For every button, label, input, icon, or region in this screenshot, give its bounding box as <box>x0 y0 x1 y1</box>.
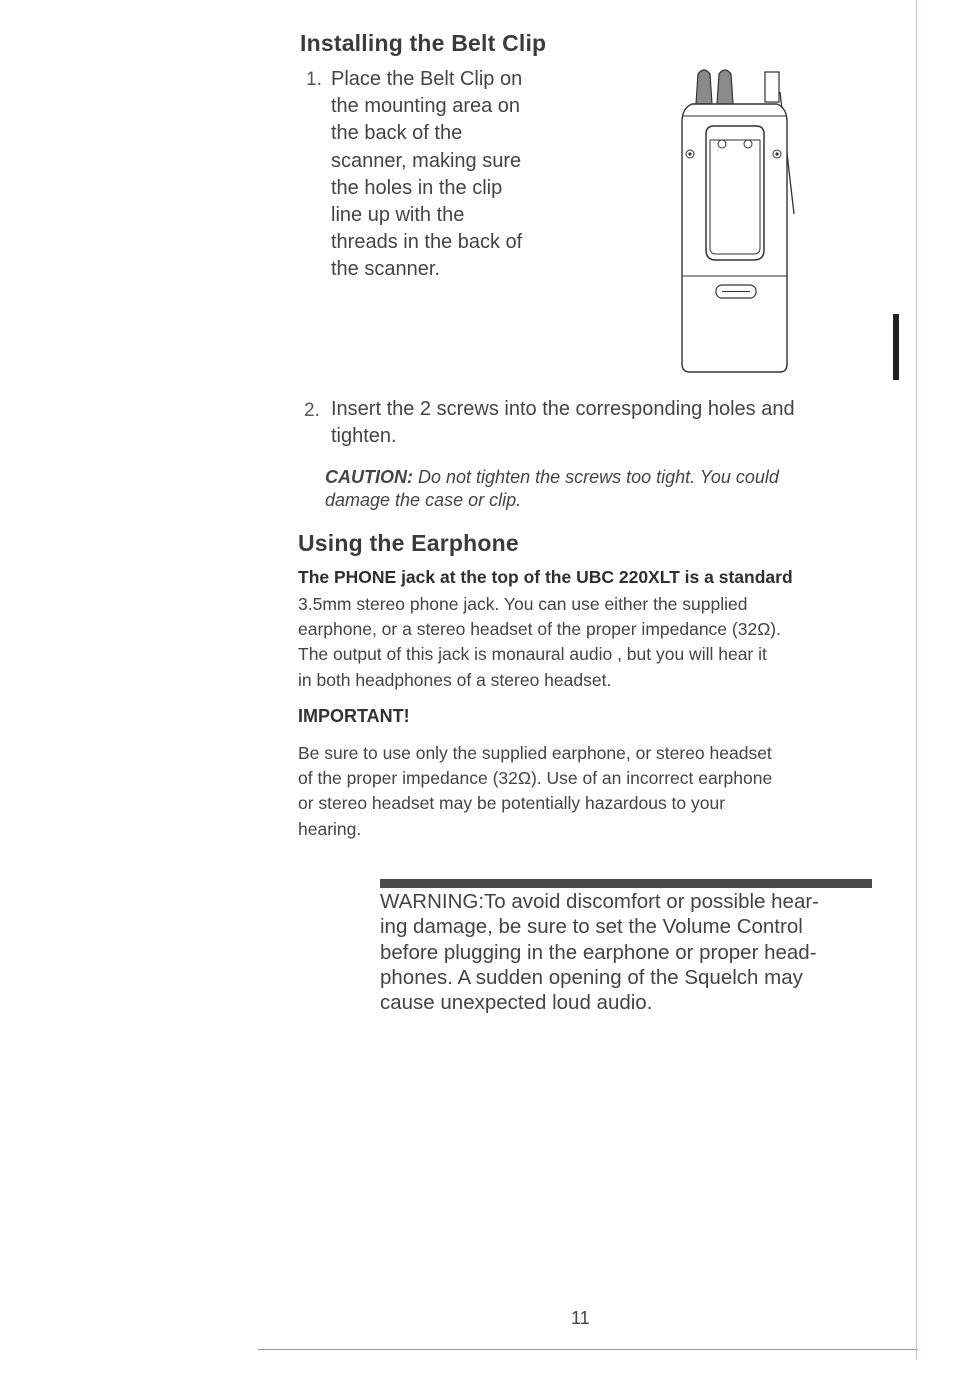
right-screw-dot <box>775 152 778 155</box>
earphone-body <box>298 592 898 693</box>
earphone-lead-text: The PHONE jack at the top of the UBC 220XLT is a standard <box>298 567 793 587</box>
caution-note <box>325 466 885 512</box>
warning-line: before plugging in the earphone or proper head- <box>380 940 817 964</box>
step-1-line: the scanner. <box>331 258 440 281</box>
antenna-base <box>765 72 779 102</box>
important-line: hearing. <box>298 818 362 839</box>
step-2-line: Insert the 2 screws into the corresponding holes and <box>331 398 795 420</box>
belt-clip <box>706 126 764 260</box>
step-2-text <box>331 396 891 450</box>
step-1-number: 1. <box>306 69 322 90</box>
section-heading-earphone: Using the Earphone <box>298 530 519 556</box>
important-body <box>298 741 898 842</box>
page-number: 11 <box>571 1308 590 1328</box>
page-edge-line <box>916 0 917 1360</box>
section-heading-belt-clip: Installing the Belt Clip <box>300 30 547 56</box>
squelch-knob <box>717 70 733 104</box>
important-line: or stereo headset may be potentially hazardous to your <box>298 793 726 814</box>
step-1-line: scanner, making sure <box>331 149 522 172</box>
step-1-line: line up with the <box>331 204 465 227</box>
step-2-number: 2. <box>304 400 320 421</box>
body-line: The output of this jack is monaural audio , but you will hear it <box>298 644 767 665</box>
warning-text <box>380 889 872 1015</box>
warning-line: ing damage, be sure to set the Volume Control <box>380 915 803 939</box>
step-1-line: the back of the <box>331 122 463 145</box>
important-line: Be sure to use only the supplied earphone, or stereo headset <box>298 743 772 763</box>
caution-label: CAUTION: <box>325 467 413 487</box>
warning-bar <box>380 879 872 888</box>
step-2-line: tighten. <box>331 425 397 448</box>
step-1-line: threads in the back of <box>331 231 523 254</box>
clip-screw-icon <box>718 140 726 148</box>
warning-line: phones. A sudden opening of the Squelch may <box>380 965 803 989</box>
step-1-line: the holes in the clip <box>331 176 503 199</box>
caution-line-1 <box>325 466 885 489</box>
left-screw-dot <box>688 152 691 155</box>
caution-text: Do not tighten the screws too tight. You could <box>418 467 779 487</box>
warning-line: cause unexpected loud audio. <box>380 991 653 1015</box>
body-line: earphone, or a stereo headset of the proper impedance (32Ω). <box>298 619 781 640</box>
warning-line: WARNING:To avoid discomfort or possible hear- <box>380 890 819 913</box>
step-1-text <box>331 66 631 284</box>
scanner-back-illustration <box>670 64 810 380</box>
bottom-rule <box>258 1349 918 1350</box>
important-label: IMPORTANT! <box>298 706 410 726</box>
edge-tab-mark <box>893 314 899 380</box>
volume-knob <box>696 70 712 104</box>
step-1-line: Place the Belt Clip on <box>331 68 523 90</box>
body-line: 3.5mm stereo phone jack. You can use either the supplied <box>298 594 748 614</box>
caution-line-2: damage the case or clip. <box>325 490 522 510</box>
body-line: in both headphones of a stereo headset. <box>298 669 612 690</box>
important-line: of the proper impedance (32Ω). Use of an incorrect earphone <box>298 768 773 789</box>
clip-screw-icon <box>744 140 752 148</box>
step-1-line: the mounting area on <box>331 95 521 118</box>
